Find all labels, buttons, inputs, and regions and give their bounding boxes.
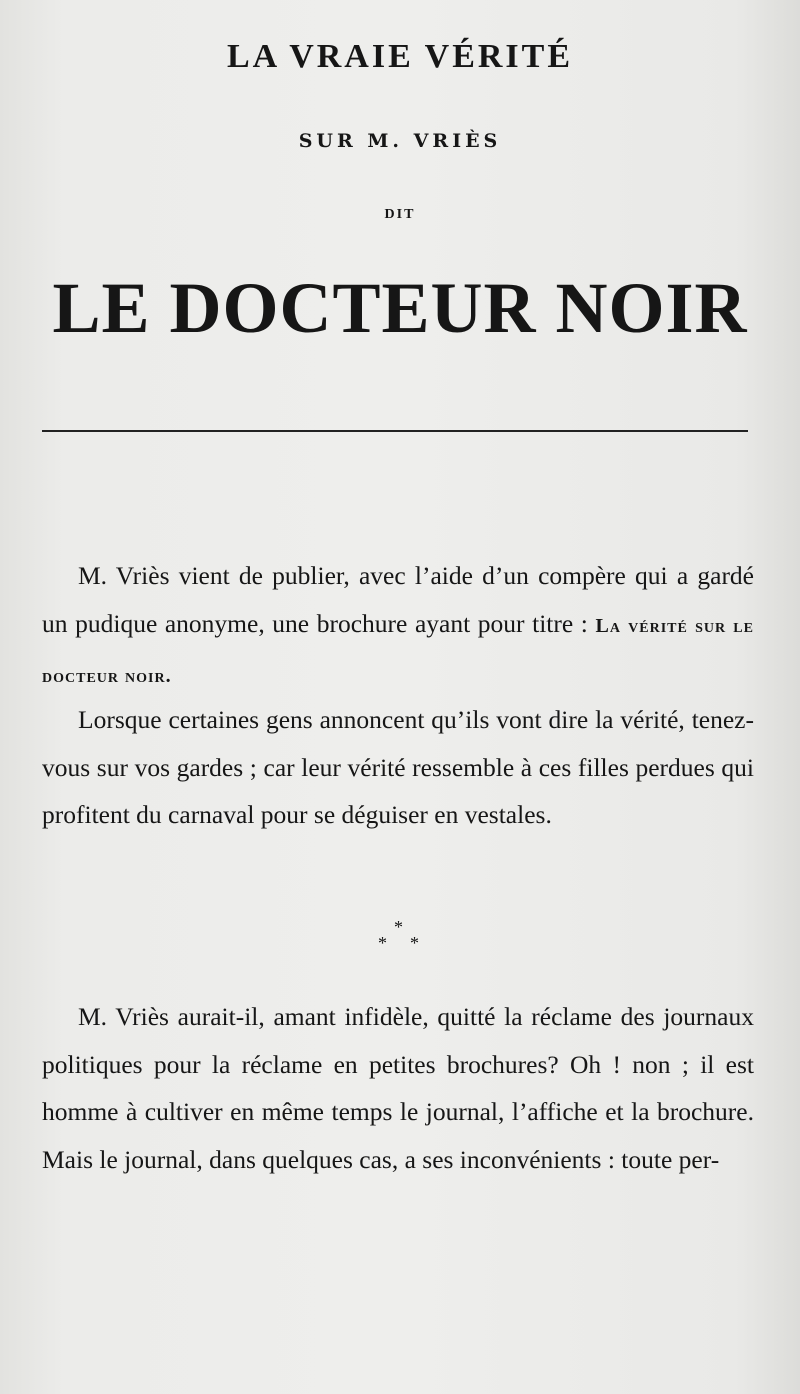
title-line-2: SUR M. VRIÈS [298, 130, 502, 152]
paragraph-3 [42, 993, 754, 1183]
main-title: LE DOCTEUR NOIR [52, 268, 748, 348]
asterism-separator: * * * [378, 917, 419, 953]
paragraph-3-text: M. Vriès aurait-il, amant infidèle, quitté la réclame des journaux politiques pour la réclame en petites brochures? Oh ! non ; il est homme à cultiver en même temps le journal, l’affiche et la brochure. Mais le journal, dans quelques cas, a ses inconvénients : toute per- [42, 1002, 754, 1174]
brochure-title: La vérité sur le docteur noir. [42, 614, 754, 687]
paragraph-1-text: M. Vriès vient de publier, avec l’aide d’un compère qui a gardé un pudique anonyme, une brochure ayant pour titre : [42, 561, 754, 638]
title-line-3: DIT [384, 207, 416, 222]
horizontal-rule [42, 430, 748, 432]
paragraph-2 [42, 696, 754, 839]
paragraph-2-text: Lorsque certaines gens annoncent qu’ils vont dire la vérité, tenez-vous sur vos gardes ; car leur vérité ressemble à ces filles perdues qui profitent du carnaval pour se déguiser en vestales. [42, 705, 754, 829]
title-line-1: LA VRAIE VÉRITÉ [226, 38, 574, 75]
paragraph-1 [42, 552, 754, 701]
